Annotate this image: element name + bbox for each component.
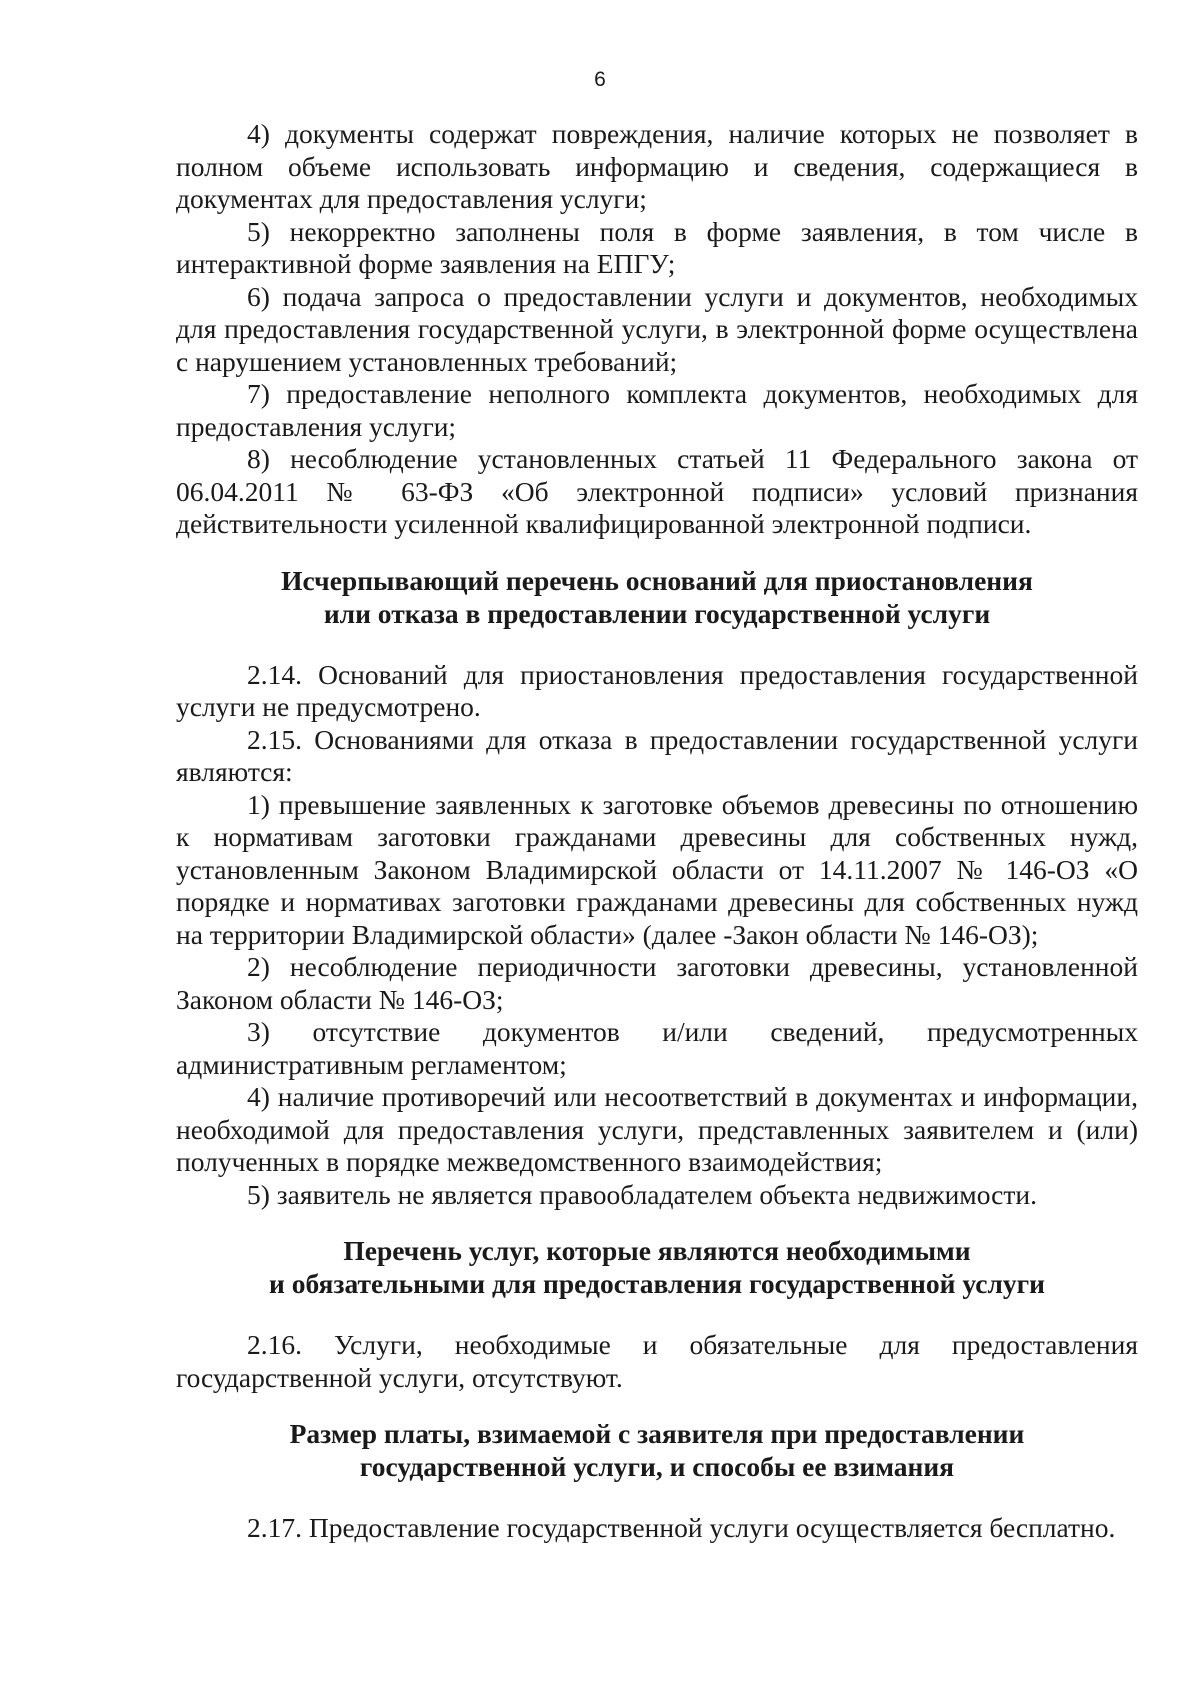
paragraph: 2.17. Предоставление государственной услуги осуществляется бесплатно.: [247, 1512, 1116, 1543]
paragraph: 7) предоставление неполного комплекта документов, необходимых для предоставления услуги;: [176, 378, 1138, 442]
section-heading-line: Исчерпывающий перечень оснований для приостановления: [281, 564, 1033, 596]
paragraph: 5) некорректно заполнены поля в форме заявления, в том числе в интерактивной форме заявления на ЕПГУ;: [176, 215, 1138, 279]
paragraph: 4) документы содержат повреждения, наличие которых не позволяет в полном объеме использовать информацию и сведения, содержащиеся в документах для предоставления услуги;: [176, 118, 1138, 214]
paragraph: 5) заявитель не является правообладателем объекта недвижимости.: [247, 1178, 1037, 1210]
section-heading-line: или отказа в предоставлении государственной услуги: [323, 597, 991, 629]
paragraph: 3) отсутствие документов и/или сведений, предусмотренных административным регламентом;: [176, 1016, 1138, 1080]
section-heading-line: государственной услуги, и способы ее взимания: [359, 1451, 955, 1482]
paragraph: 2.16. Услуги, необходимые и обязательные для предоставления государственной услуги, отсутствуют.: [176, 1329, 1138, 1393]
section-heading: [176, 1234, 1138, 1300]
paragraph: 8) несоблюдение установленных статьей 11 Федерального закона от 06.04.2011 № 63-ФЗ «Об электронной подписи» условий признания действительности усиленной квалифицированной электронной подписи.: [176, 443, 1138, 539]
paragraph: 2) несоблюдение периодичности заготовки древесины, установленной Законом области № 146-ОЗ;: [176, 951, 1138, 1015]
section-heading: [176, 564, 1138, 630]
paragraph: 2.15. Основаниями для отказа в предоставлении государственной услуги являются:: [176, 723, 1138, 787]
document-body: [176, 118, 1138, 1545]
paragraph: 4) наличие противоречий или несоответствий в документах и информации, необходимой для предоставления услуги, представленных заявителем и (или) полученных в порядке межведомственного взаимодействия;: [176, 1081, 1138, 1177]
page-number: 6: [594, 68, 606, 91]
section-heading-line: Перечень услуг, которые являются необходимыми: [343, 1235, 971, 1266]
paragraph: 2.14. Оснований для приостановления предоставления государственной услуги не предусмотрено.: [176, 658, 1138, 722]
section-heading-line: и обязательными для предоставления государственной услуги: [269, 1268, 1045, 1299]
paragraph: 1) превышение заявленных к заготовке объемов древесины по отношению к нормативам заготовки гражданами древесины для собственных нужд, установленным Законом Владимирской области от 14.11.2007 № 146-ОЗ «О порядке и нормативах заготовки гражданами древесины для собственных нужд на территории Владимирской области» (далее -Закон области № 146-ОЗ);: [176, 788, 1138, 950]
section-heading-line: Размер платы, взимаемой с заявителя при предоставлении: [289, 1418, 1025, 1449]
paragraph: 6) подача запроса о предоставлении услуги и документов, необходимых для предоставления государственной услуги, в электронной форме осуществлена с нарушением установленных требований;: [176, 280, 1138, 377]
section-heading: [176, 1417, 1138, 1483]
